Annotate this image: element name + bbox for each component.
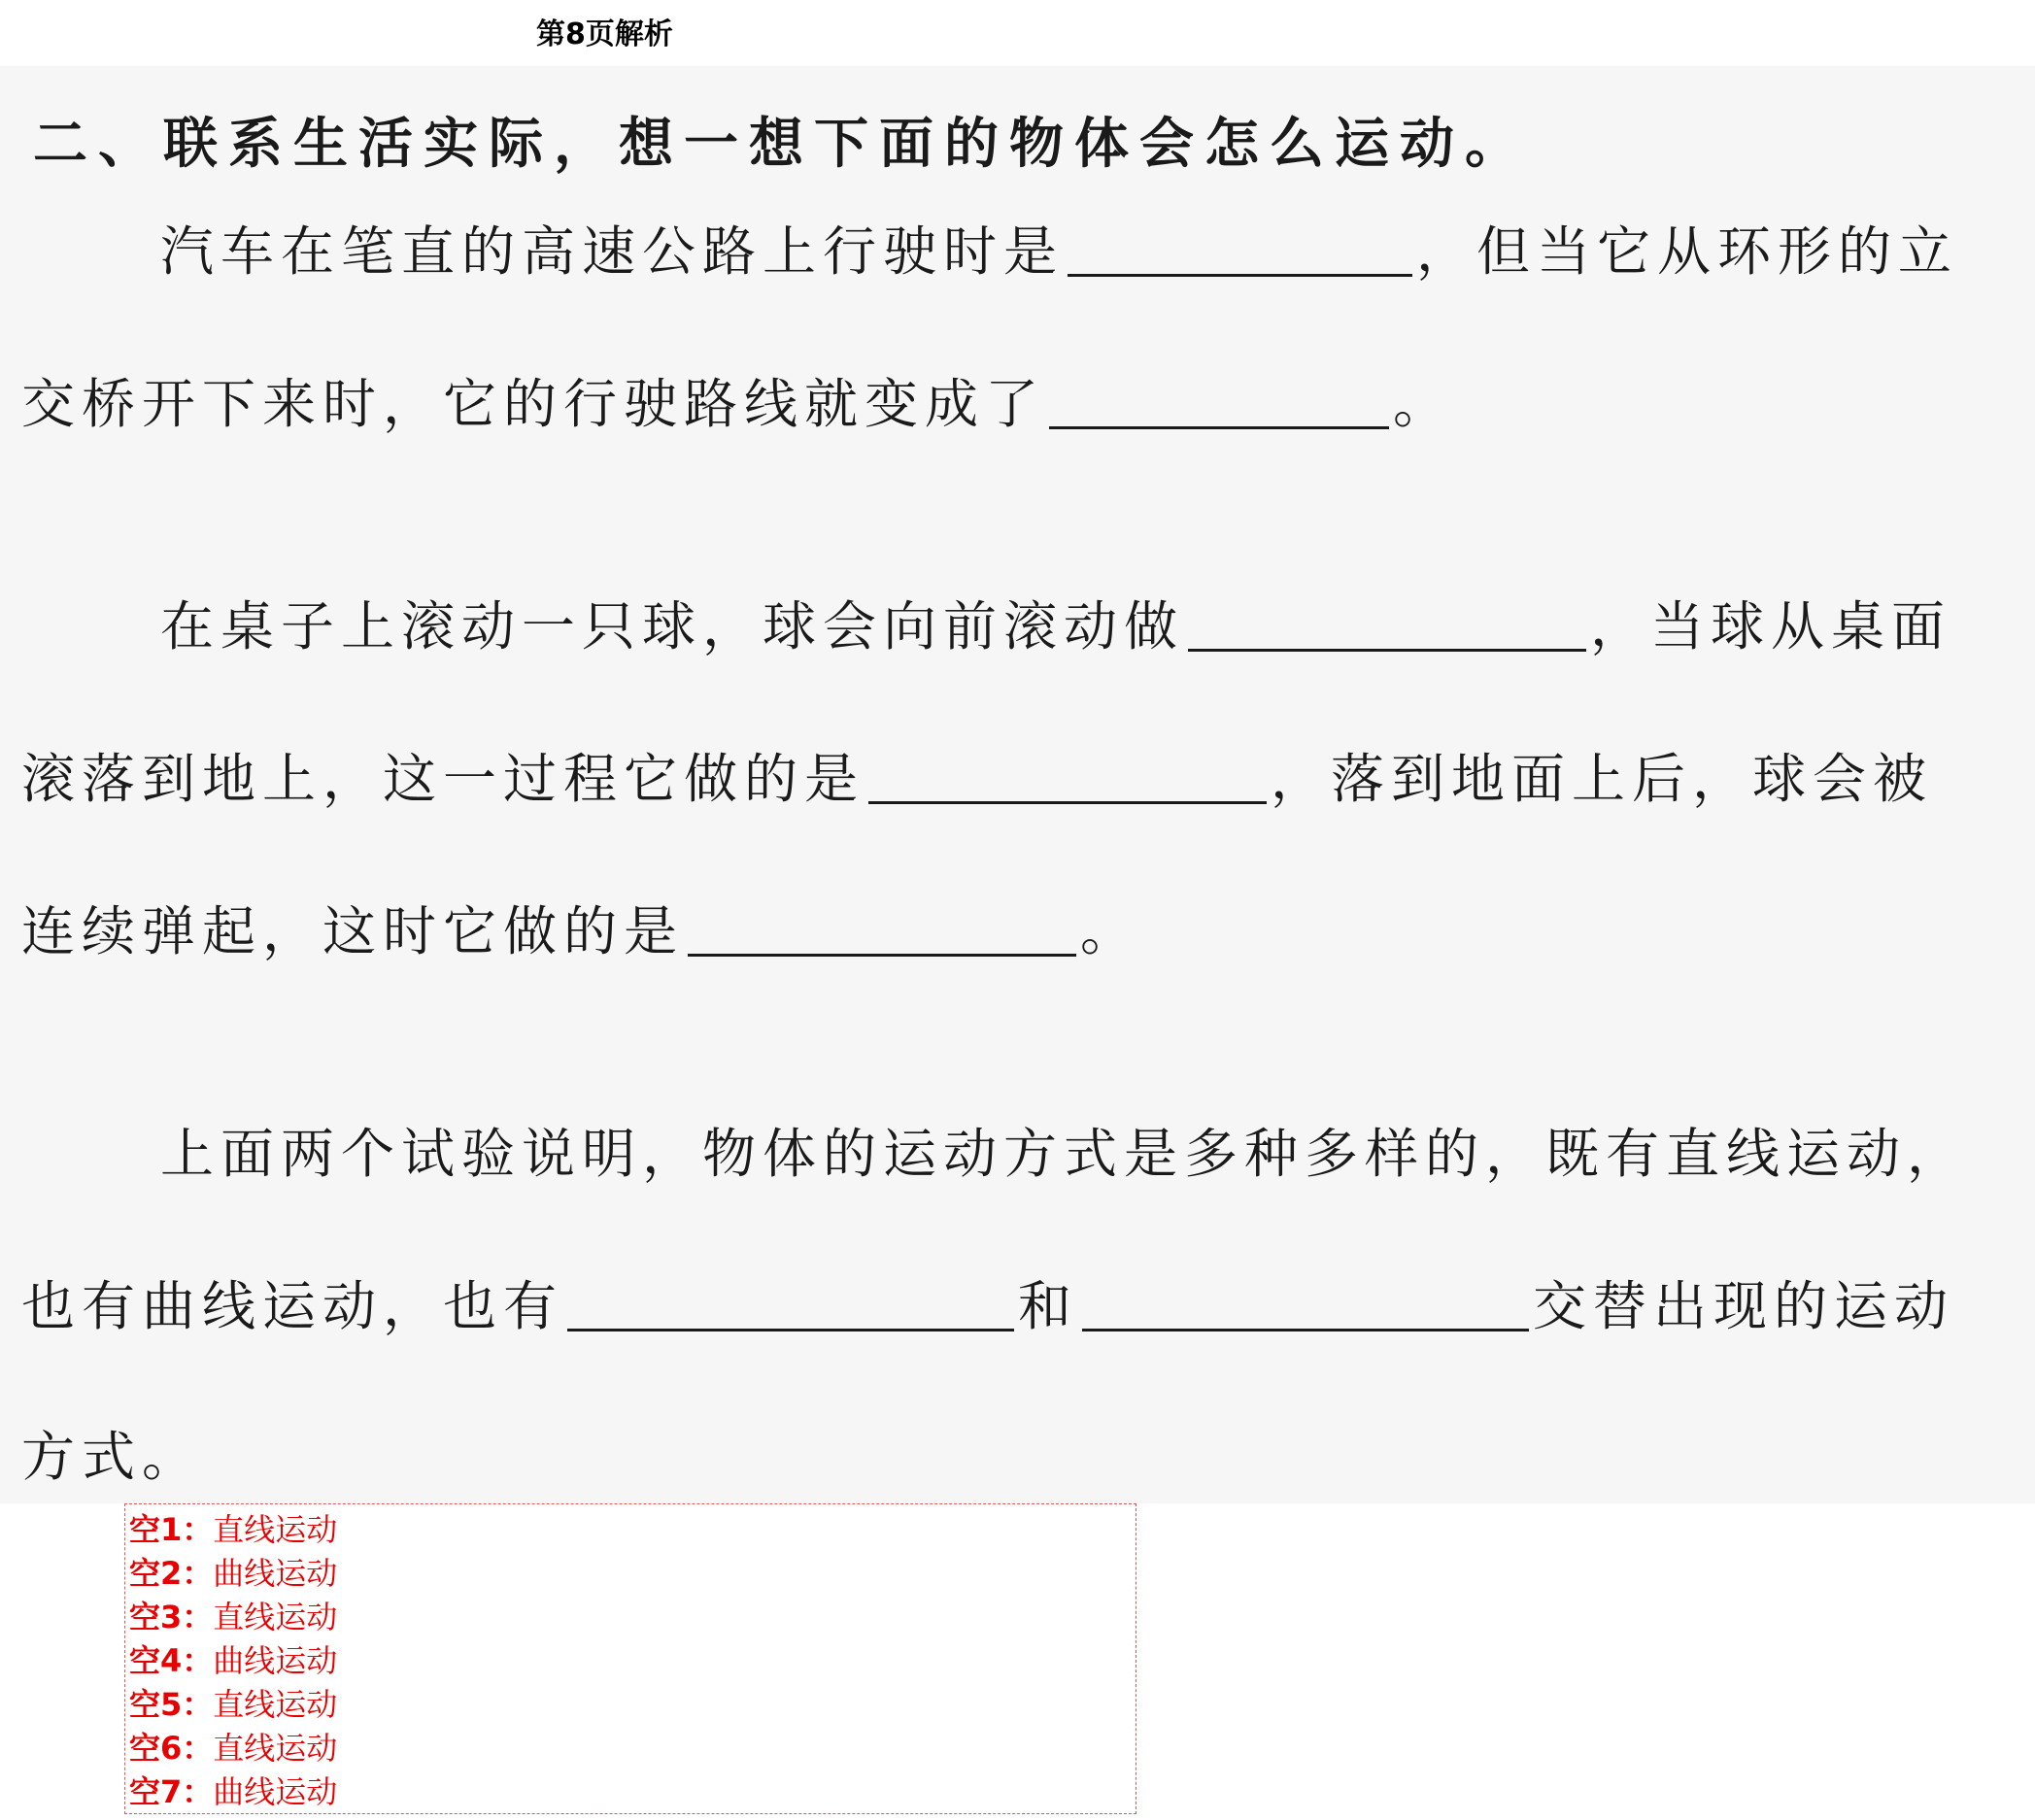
text-segment: 和 <box>1018 1275 1079 1337</box>
blank-6 <box>567 1272 1014 1331</box>
answer-value: 直线运动 <box>213 1730 338 1767</box>
text-segment: 在桌子上滚动一只球，球会向前滚动做 <box>160 595 1185 657</box>
answer-key: 空3： <box>129 1599 214 1635</box>
answer-key: 空2： <box>129 1555 214 1592</box>
text-segment: ，落到地面上后，球会被 <box>1271 748 1934 810</box>
paragraph-2-line-3 <box>21 897 1140 965</box>
blank-1 <box>1068 218 1412 277</box>
text-segment: 连续弹起，这时它做的是 <box>21 900 685 962</box>
answer-value: 曲线运动 <box>213 1642 338 1679</box>
text-segment: ，当球从桌面 <box>1590 595 1952 657</box>
answer-row <box>129 1770 1132 1814</box>
text-segment: 汽车在笔直的高速公路上行驶时是 <box>160 220 1065 283</box>
answer-row <box>129 1727 1132 1770</box>
text-segment: 。 <box>1080 900 1141 962</box>
text-segment: 方式。 <box>21 1426 203 1488</box>
answer-row <box>129 1508 1132 1552</box>
paragraph-3-line-2 <box>21 1272 1954 1340</box>
section-title: 二、联系生活实际，想一想下面的物体会怎么运动。 <box>33 113 1530 176</box>
answer-row <box>129 1596 1132 1639</box>
answer-box <box>124 1503 1136 1814</box>
paragraph-1-line-2 <box>21 370 1453 438</box>
blank-3 <box>1188 592 1586 652</box>
answer-key: 空4： <box>129 1642 214 1679</box>
text-segment: 交桥开下来时，它的行驶路线就变成了 <box>21 373 1046 435</box>
answer-key: 空1： <box>129 1511 214 1548</box>
paragraph-2-line-2 <box>21 745 1933 813</box>
text-segment: 也有曲线运动，也有 <box>21 1275 564 1337</box>
answer-value: 直线运动 <box>213 1511 338 1548</box>
text-segment: 。 <box>1393 373 1454 435</box>
blank-7 <box>1082 1272 1529 1331</box>
paragraph-3-line-1 <box>160 1120 1967 1188</box>
answer-row <box>129 1683 1132 1727</box>
blank-5 <box>688 897 1076 957</box>
blank-2 <box>1049 370 1389 429</box>
answer-row <box>129 1639 1132 1683</box>
answer-value: 曲线运动 <box>213 1555 338 1592</box>
text-segment: 滚落到地上，这一过程它做的是 <box>21 748 865 810</box>
text-segment: 上面两个试验说明，物体的运动方式是多种多样的，既有直线运动， <box>160 1123 1968 1185</box>
answer-key: 空6： <box>129 1730 214 1767</box>
paragraph-3-line-3 <box>21 1423 202 1491</box>
page-header: 第8页解析 <box>536 17 673 51</box>
blank-4 <box>868 745 1267 804</box>
text-segment: 交替出现的运动 <box>1533 1275 1955 1337</box>
answer-value: 直线运动 <box>213 1686 338 1723</box>
paragraph-2-line-1 <box>160 592 1951 660</box>
text-segment: ，但当它从环形的立 <box>1416 220 1959 283</box>
paragraph-1-line-1 <box>160 218 1958 286</box>
answer-key: 空7： <box>129 1773 214 1810</box>
answer-key: 空5： <box>129 1686 214 1723</box>
answer-value: 曲线运动 <box>213 1773 338 1810</box>
answer-row <box>129 1552 1132 1596</box>
answer-value: 直线运动 <box>213 1599 338 1635</box>
